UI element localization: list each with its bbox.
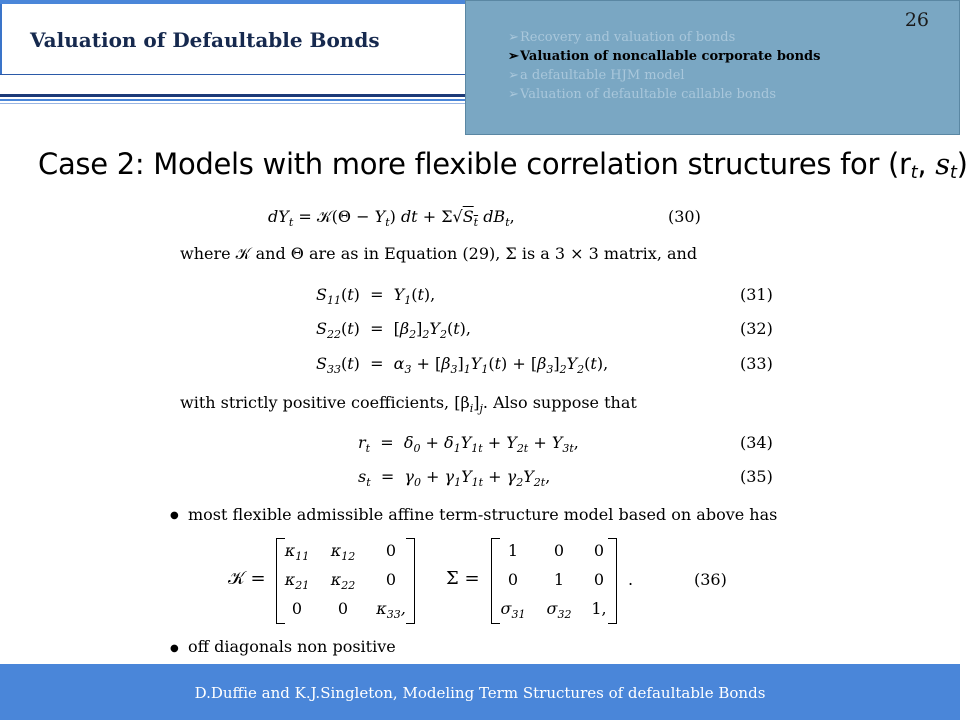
equation-31: $S_{11}(t) = Y_1(t)$, bbox=[316, 285, 436, 307]
period: . bbox=[628, 570, 634, 589]
equation-number: (35) bbox=[740, 467, 773, 486]
agenda-list bbox=[508, 28, 820, 104]
equation-34: $r_t = \delta_0 + \delta_1Y_{1t} + Y_{2t} + Y_{3t}$, bbox=[358, 433, 579, 455]
bullet-text: off diagonals non positive bbox=[188, 637, 396, 656]
equation-32: $S_{22}(t) = [\beta_2]_2Y_2(t)$, bbox=[316, 319, 471, 341]
coefficients-text: with strictly positive coefficients, $[\beta_i]_j$. Also suppose that bbox=[180, 393, 637, 415]
sigma-symbol: Σ = bbox=[446, 568, 480, 589]
matrix-cell: $\kappa_{11}$ bbox=[284, 541, 310, 563]
header-rule bbox=[0, 99, 465, 101]
agenda-item-active[interactable]: ➢Valuation of noncallable corporate bonds bbox=[508, 49, 821, 64]
matrix-cell: $\sigma_{31}$ bbox=[500, 599, 526, 621]
arrow-icon: ➢ bbox=[508, 87, 519, 102]
page-number: 26 bbox=[904, 9, 929, 31]
bullet-text: most flexible admissible affine term-structure model based on above has bbox=[188, 505, 778, 524]
matrix-cell: $\sigma_{32}$ bbox=[546, 599, 572, 621]
matrix-cell: $\kappa_{22}$ bbox=[330, 570, 356, 592]
matrix-cell: 0 bbox=[385, 541, 397, 560]
footer-bar bbox=[0, 664, 960, 720]
equation-number: (32) bbox=[740, 319, 773, 338]
matrix-cell: 0 bbox=[553, 541, 565, 560]
bullet-icon: ● bbox=[170, 510, 179, 521]
equation-number: (34) bbox=[740, 433, 773, 452]
agenda-item[interactable]: ➢Valuation of defaultable callable bonds bbox=[508, 87, 777, 102]
equation-number: (33) bbox=[740, 354, 773, 373]
kappa-symbol: 𝒦 = bbox=[228, 568, 266, 589]
bullet-icon: ● bbox=[170, 643, 179, 654]
agenda-item[interactable]: ➢Recovery and valuation of bonds bbox=[508, 30, 736, 45]
matrix-cell: $\kappa_{21}$ bbox=[284, 570, 310, 592]
matrix-cell: 0 bbox=[593, 541, 605, 560]
matrix-cell: 1, bbox=[591, 599, 607, 618]
equation-35: $s_t = \gamma_0 + \gamma_1Y_{1t} + \gamma_2Y_{2t}$, bbox=[358, 467, 551, 489]
matrix-cell: 0 bbox=[385, 570, 397, 589]
matrix-cell: 1 bbox=[507, 541, 519, 560]
matrix-cell: 0 bbox=[337, 599, 349, 618]
agenda-panel bbox=[465, 0, 960, 135]
header-rule bbox=[0, 94, 465, 97]
equation-30: $dY_t$ = 𝒦(Θ − $Y_t$) dt + $\Sigma√S_t$ $dB_t$, bbox=[268, 207, 515, 229]
matrix-cell: 0 bbox=[593, 570, 605, 589]
agenda-item[interactable]: ➢a defaultable HJM model bbox=[508, 68, 685, 83]
equation-33: $S_{33}(t) = \alpha_3 + [\beta_3]_1Y_1(t) + [\beta_3]_2Y_2(t)$, bbox=[316, 354, 609, 376]
matrix-cell: $\kappa_{12}$ bbox=[330, 541, 356, 563]
header-rule bbox=[0, 103, 465, 104]
matrix-cell: 0 bbox=[507, 570, 519, 589]
arrow-icon: ➢ bbox=[508, 49, 519, 64]
arrow-icon: ➢ bbox=[508, 30, 519, 45]
slide-heading: Case 2: Models with more flexible correlation structures for ($r_t$, $s_t$) bbox=[38, 147, 968, 183]
where-text: where 𝒦 and Θ are as in Equation (29), Σ is a 3 × 3 matrix, and bbox=[180, 244, 698, 263]
footer-citation: D.Duffie and K.J.Singleton, Modeling Term Structures of defaultable Bonds bbox=[194, 684, 766, 702]
arrow-icon: ➢ bbox=[508, 68, 519, 83]
equation-number: (36) bbox=[694, 570, 727, 589]
matrix-cell: 0 bbox=[291, 599, 303, 618]
equation-number: (31) bbox=[740, 285, 773, 304]
slide-title: Valuation of Defaultable Bonds bbox=[30, 28, 380, 52]
equation-number: (30) bbox=[668, 207, 701, 226]
matrix-cell: $\kappa_{33}$, bbox=[376, 599, 406, 621]
matrix-cell: 1 bbox=[553, 570, 565, 589]
